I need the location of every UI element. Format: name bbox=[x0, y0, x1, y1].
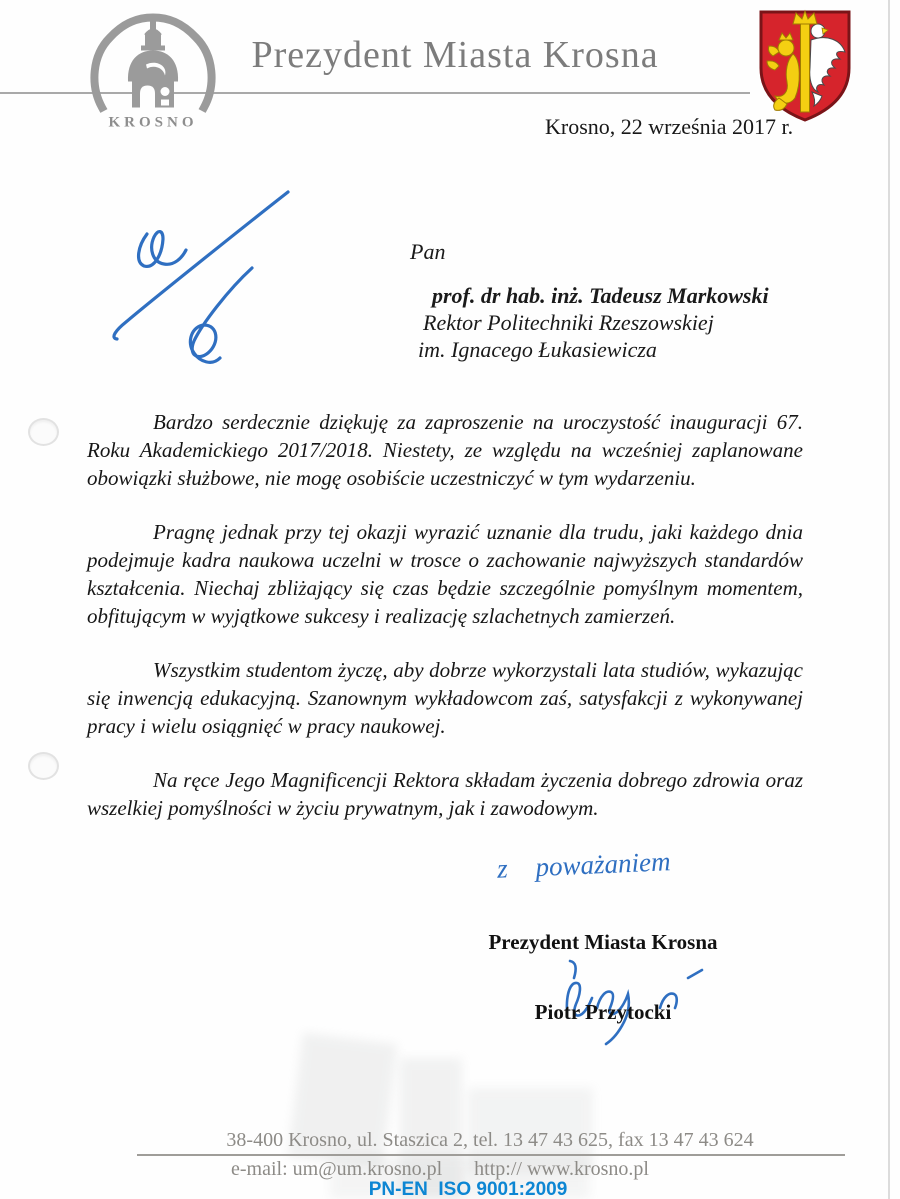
body-paragraph-1: Bardzo serdecznie dziękuję za zaproszenie na uroczystość inauguracji 67. Roku Akademickiego 2017/2018. Niestety, ze względu na wcześniej zaplanowane obowiązki służbowe, nie mogę osobiście uczestniczyć w tym wydarzeniu. bbox=[87, 410, 803, 490]
footer-address: 38-400 Krosno, ul. Staszica 2, tel. 13 47 43 625, fax 13 47 43 624 bbox=[226, 1129, 754, 1151]
handwritten-closing-word: poważaniem bbox=[534, 846, 672, 883]
recipient-position: Rektor Politechniki Rzeszowskiej bbox=[423, 310, 714, 335]
body-paragraph-4: Na ręce Jego Magnificencji Rektora składam życzenia dobrego zdrowia oraz wszelkiej pomyślności w życiu prywatnym, jak i zawodowym. bbox=[87, 768, 803, 820]
recipient-salutation: Pan bbox=[410, 239, 446, 264]
recipient-block bbox=[410, 238, 769, 363]
footer-contact bbox=[140, 1158, 740, 1181]
body-paragraph-2: Pragnę jednak przy tej okazji wyrazić uznanie dla trudu, jaki każdego dnia podejmuje kadra naukowa uczelni w trosce o zachowanie najwyższych standardów kształcenia. Niechaj zbliżający się czas będzie szczególnie pomyślnym momentem, obfitującym w wyjątkowe sukcesy i realizację szlachetnych zamierzeń. bbox=[87, 520, 803, 628]
punch-hole bbox=[28, 418, 59, 446]
footer-email: e-mail: um@um.krosno.pl bbox=[231, 1158, 443, 1180]
letter-body bbox=[87, 408, 803, 848]
handwritten-closing bbox=[496, 846, 671, 885]
logo-text: KROSNO bbox=[108, 114, 198, 131]
handwritten-signature-icon bbox=[540, 948, 720, 1048]
page-title: Prezydent Miasta Krosna bbox=[251, 34, 659, 76]
scan-edge-line bbox=[888, 0, 890, 1199]
signer-name: Piotr Przytocki bbox=[534, 1000, 672, 1024]
footer-iso-certification: PN-EN ISO 9001:2009 bbox=[368, 1179, 568, 1199]
footer-rule bbox=[137, 1154, 845, 1156]
recipient-name: prof. dr hab. inż. Tadeusz Markowski bbox=[432, 283, 769, 308]
recipient-institution: im. Ignacego Łukasiewicza bbox=[418, 337, 657, 362]
footer-website: http:// www.krosno.pl bbox=[474, 1158, 649, 1180]
body-paragraph-3: Wszystkim studentom życzę, aby dobrze wykorzystali lata studiów, wykazując się inwencją edukacyjną. Szanownym wykładowcom zaś, satysfakcji z wykonywanej pracy i wielu osiągnięć w pracy naukowej. bbox=[87, 658, 803, 738]
handwritten-paraph-icon bbox=[92, 178, 312, 373]
letter-date: Krosno, 22 września 2017 r. bbox=[545, 114, 794, 139]
handwritten-closing-z: z bbox=[496, 853, 509, 884]
krosno-tower-logo-icon bbox=[78, 6, 228, 134]
punch-hole bbox=[28, 752, 59, 780]
signer-title: Prezydent Miasta Krosna bbox=[488, 930, 718, 954]
krosno-coat-of-arms-icon bbox=[755, 6, 855, 124]
